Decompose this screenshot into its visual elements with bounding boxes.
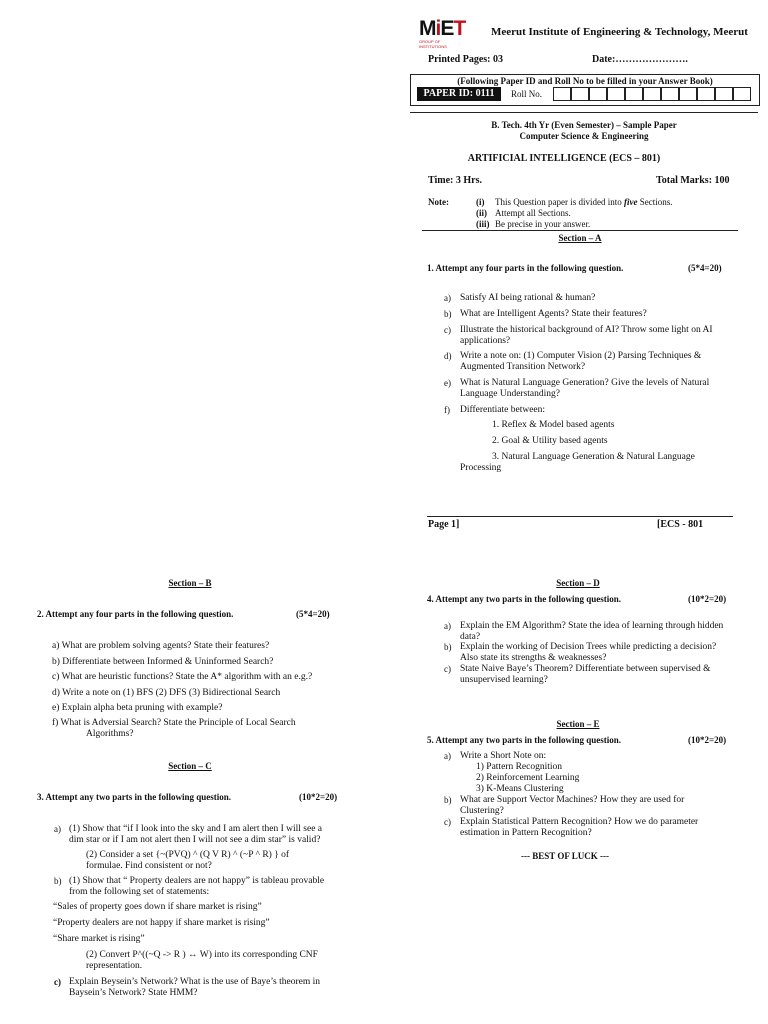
question-text: d) Write a note on (1) BFS (2) DFS (3) Bidirectional Search xyxy=(52,688,281,698)
question-tail: Algorithms? xyxy=(86,729,134,739)
question-text: Explain Beysein’s Network? What is the use of Baye’s theorem in Baysein’s Network? State HMM? xyxy=(69,977,320,998)
total-marks: Total Marks: 100 xyxy=(656,175,730,186)
question-text: Explain the EM Algorithm? State the idea of learning through hidden data? xyxy=(460,621,724,642)
question-text: State Naive Baye’s Theorem? Differentiate between supervised & unsupervised learning? xyxy=(460,664,711,685)
institute-name: Meerut Institute of Engineering & Technology, Meerut xyxy=(491,26,748,38)
sub-item: 1. Reflex & Model based agents xyxy=(492,420,615,430)
section-a-marks: (5*4=20) xyxy=(688,263,722,273)
roll-no-cell[interactable] xyxy=(733,87,751,101)
question-text: Illustrate the historical background of AI? Throw some light on AI applications? xyxy=(460,325,713,346)
question-label: c) xyxy=(444,817,451,827)
note-text: Attempt all Sections. xyxy=(495,208,571,218)
roll-no-cell[interactable] xyxy=(643,87,661,101)
header-divider xyxy=(410,112,758,113)
exam-time: Time: 3 Hrs. xyxy=(428,175,482,186)
roll-no-cell[interactable] xyxy=(625,87,643,101)
question-text: (2) Consider a set {~(PVQ) ^ (Q V R) ^ (~P ^ R) } of formulae. Find consistent or not? xyxy=(86,850,290,871)
question-text: Satisfy AI being rational & human? xyxy=(460,293,596,303)
footer-divider xyxy=(427,516,733,517)
question-text: Write a note on: (1) Computer Vision (2) Parsing Techniques & Augmented Transition Network? xyxy=(460,351,702,372)
roll-no-label: Roll No. xyxy=(511,89,543,99)
question-label: e) xyxy=(444,378,451,388)
note-label: Note: xyxy=(428,197,449,207)
section-b-marks: (5*4=20) xyxy=(296,609,330,619)
statement-quote: “Sales of property goes down if share market is rising” xyxy=(53,902,262,912)
notes-divider xyxy=(422,230,738,231)
section-c-title: Section – C xyxy=(168,761,212,771)
fill-note: (Following Paper ID and Roll No to be filled in your Answer Book) xyxy=(457,76,713,86)
question-label: b) xyxy=(444,642,452,652)
roll-no-cell[interactable] xyxy=(553,87,571,101)
section-a-title: Section – A xyxy=(558,233,602,243)
question-text: f) What is Adversial Search? State the Principle of Local Search xyxy=(52,718,296,728)
section-e-instruction: 5. Attempt any two parts in the following question. xyxy=(427,735,622,745)
question-label: b) xyxy=(54,876,62,886)
section-b-instruction: 2. Attempt any four parts in the following question. xyxy=(37,609,234,619)
sub-item-tail: Processing xyxy=(460,463,502,473)
question-label: a) xyxy=(444,621,451,631)
question-text: e) Explain alpha beta pruning with example? xyxy=(52,703,223,713)
course-name: B. Tech. 4th Yr (Even Semester) – Sample Paper xyxy=(491,120,677,130)
roll-no-cell[interactable] xyxy=(715,87,733,101)
note-num: (ii) xyxy=(476,208,487,218)
question-text: (2) Convert P^((~Q -> R ) ↔ W) into its corresponding CNF representation. xyxy=(86,950,318,971)
question-label: f) xyxy=(444,405,450,415)
paper-code: [ECS - 801 xyxy=(657,519,704,530)
note-text: This Question paper is divided into five Sections. xyxy=(495,197,673,207)
sub-item: 2. Goal & Utility based agents xyxy=(492,436,608,446)
section-c-instruction: 3. Attempt any two parts in the following question. xyxy=(37,792,232,802)
question-label: c) xyxy=(54,977,61,987)
question-text: (1) Show that “if I look into the sky and I am alert then I will see a dim star or if I am not alert then I will not see a dim star” is valid? xyxy=(69,824,323,845)
closing-message: --- BEST OF LUCK --- xyxy=(520,851,609,861)
section-b-title: Section – B xyxy=(168,578,212,588)
question-label: b) xyxy=(444,795,452,805)
question-label: a) xyxy=(444,751,451,761)
sub-item: 3. Natural Language Generation & Natural Language xyxy=(492,452,695,462)
question-text: c) What are heuristic functions? State the A* algorithm with an e.g.? xyxy=(52,672,313,682)
note-text: Be precise in your answer. xyxy=(495,219,591,229)
statement-quote: “Share market is rising” xyxy=(53,934,145,944)
question-text: Write a Short Note on: xyxy=(460,751,547,761)
question-text: Differentiate between: xyxy=(460,405,546,415)
question-text: What is Natural Language Generation? Give the levels of Natural Language Understanding? xyxy=(460,378,710,399)
note-num: (i) xyxy=(476,197,485,207)
list-item: 1) Pattern Recognition xyxy=(476,762,563,772)
paper-id-box xyxy=(410,74,760,106)
section-a-instruction: 1. Attempt any four parts in the following question. xyxy=(427,263,624,273)
list-item: 3) K-Means Clustering xyxy=(476,784,564,794)
subject-title: ARTIFICIAL INTELLIGENCE (ECS – 801) xyxy=(467,153,661,164)
question-label: a) xyxy=(54,824,61,834)
question-text: Explain the working of Decision Trees while predicting a decision? Also state its strengths & weaknesses? xyxy=(460,642,717,663)
paper-id-label: PAPER ID: 0111 xyxy=(417,87,501,101)
question-label: a) xyxy=(444,293,451,303)
question-label: d) xyxy=(444,351,452,361)
roll-no-cell[interactable] xyxy=(571,87,589,101)
section-c-marks: (10*2=20) xyxy=(299,792,338,802)
question-text: What are Intelligent Agents? State their features? xyxy=(460,309,647,319)
question-text: What are Support Vector Machines? How they are used for Clustering? xyxy=(460,795,685,816)
statement-quote: “Property dealers are not happy if share market is rising” xyxy=(53,918,270,928)
note-num: (iii) xyxy=(476,219,490,229)
roll-no-cell[interactable] xyxy=(679,87,697,101)
roll-no-cell[interactable] xyxy=(607,87,625,101)
question-text: Explain Statistical Pattern Recognition? How we do parameter estimation in Pattern Recognition? xyxy=(460,817,699,838)
question-text: a) What are problem solving agents? State their features? xyxy=(52,641,270,651)
question-label: c) xyxy=(444,325,451,335)
logo-subtitle: GROUP OF INSTITUTIONS xyxy=(419,39,447,49)
section-d-title: Section – D xyxy=(556,578,600,588)
question-text: (1) Show that “ Property dealers are not happy” is tableau provable from the following set of statements: xyxy=(69,876,325,897)
institute-logo: MiET GROUP OF INSTITUTIONS xyxy=(419,17,466,49)
roll-no-cell[interactable] xyxy=(589,87,607,101)
roll-no-cell[interactable] xyxy=(697,87,715,101)
section-e-marks: (10*2=20) xyxy=(688,735,727,745)
exam-date: Date:…………………. xyxy=(592,54,688,65)
logo-text-m: M xyxy=(419,17,436,40)
question-label: c) xyxy=(444,664,451,674)
section-e-title: Section – E xyxy=(556,719,600,729)
logo-text-i: i xyxy=(435,17,441,40)
section-d-marks: (10*2=20) xyxy=(688,594,727,604)
printed-pages: Printed Pages: 03 xyxy=(428,54,503,65)
page-number: Page 1] xyxy=(428,519,460,530)
list-item: 2) Reinforcement Learning xyxy=(476,773,580,783)
branch-name: Computer Science & Engineering xyxy=(519,131,649,141)
roll-no-cell[interactable] xyxy=(661,87,679,101)
section-d-instruction: 4. Attempt any two parts in the following question. xyxy=(427,594,622,604)
question-text: b) Differentiate between Informed & Uninformed Search? xyxy=(52,657,274,667)
question-label: b) xyxy=(444,309,452,319)
